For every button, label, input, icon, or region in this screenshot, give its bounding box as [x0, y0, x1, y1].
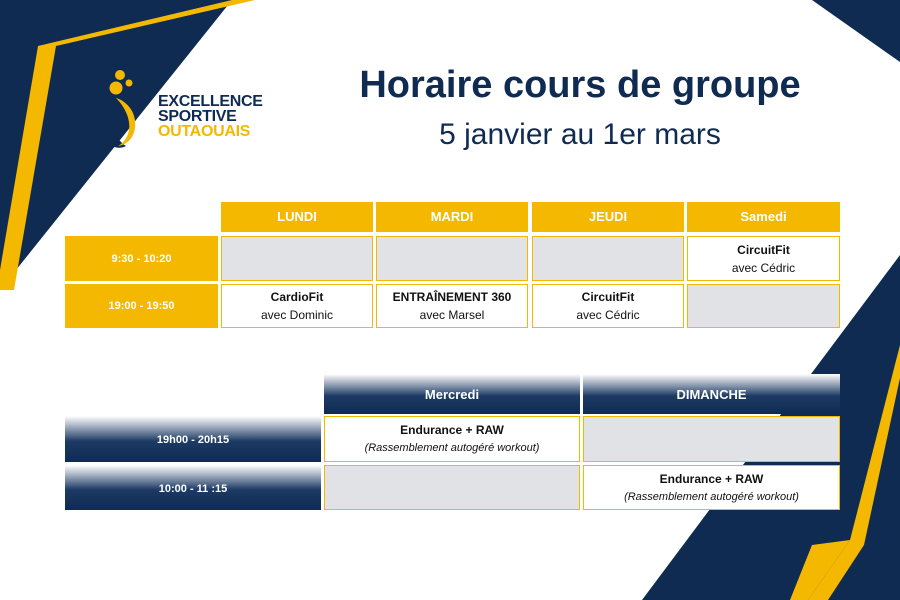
day-header-samedi: Samedi: [687, 202, 840, 232]
empty-cell: [376, 236, 528, 281]
class-name: ENTRAÎNEMENT 360: [392, 290, 512, 304]
day-header-mercredi: Mercredi: [324, 374, 580, 414]
logo-line-2: SPORTIVE: [158, 108, 237, 125]
class-cell-samedi-0930: [687, 236, 840, 281]
class-name: Endurance + RAW: [400, 423, 504, 437]
class-detail: (Rassemblement autogéré workout): [624, 490, 799, 503]
empty-cell: [532, 236, 684, 281]
class-instructor: avec Cédric: [731, 260, 796, 275]
time-slot-1900-mercredi: 19h00 - 20h15: [65, 416, 321, 462]
class-name: CircuitFit: [581, 290, 635, 304]
day-header-dimanche: DIMANCHE: [583, 374, 840, 414]
class-cell-mercredi: [324, 416, 580, 462]
day-header-jeudi: JEUDI: [532, 202, 684, 232]
top-right-navy-corner: [812, 0, 900, 62]
class-cell-dimanche: [583, 465, 840, 510]
time-slot-0930: 9:30 - 10:20: [65, 236, 218, 281]
day-header-mardi: MARDI: [376, 202, 528, 232]
class-name: CardioFit: [270, 290, 324, 304]
class-name: Endurance + RAW: [659, 471, 764, 486]
logo-emblem-icon: [92, 70, 156, 155]
class-name: CircuitFit: [737, 242, 790, 257]
empty-cell: [687, 284, 840, 328]
class-instructor: avec Dominic: [260, 308, 334, 322]
empty-cell: [324, 465, 580, 510]
logo-line-3: OUTAOUAIS: [158, 123, 251, 140]
logo: [92, 70, 272, 155]
page-subtitle: 5 janvier au 1er mars: [439, 118, 721, 151]
class-detail: (Rassemblement autogéré workout): [364, 442, 540, 454]
page-title: Horaire cours de groupe: [359, 64, 801, 106]
empty-cell: [583, 416, 840, 462]
class-cell-mardi-1900: [376, 284, 528, 328]
class-cell-lundi-1900: [221, 284, 373, 328]
empty-cell: [221, 236, 373, 281]
class-instructor: avec Cédric: [576, 308, 640, 322]
time-slot-1000-dimanche: 10:00 - 11 :15: [65, 465, 321, 510]
class-instructor: avec Marsel: [419, 308, 485, 322]
time-slot-1900: 19:00 - 19:50: [65, 284, 218, 328]
day-header-lundi: LUNDI: [221, 202, 373, 232]
class-cell-jeudi-1900: [532, 284, 684, 328]
logo-line-1: EXCELLENCE: [158, 93, 263, 110]
